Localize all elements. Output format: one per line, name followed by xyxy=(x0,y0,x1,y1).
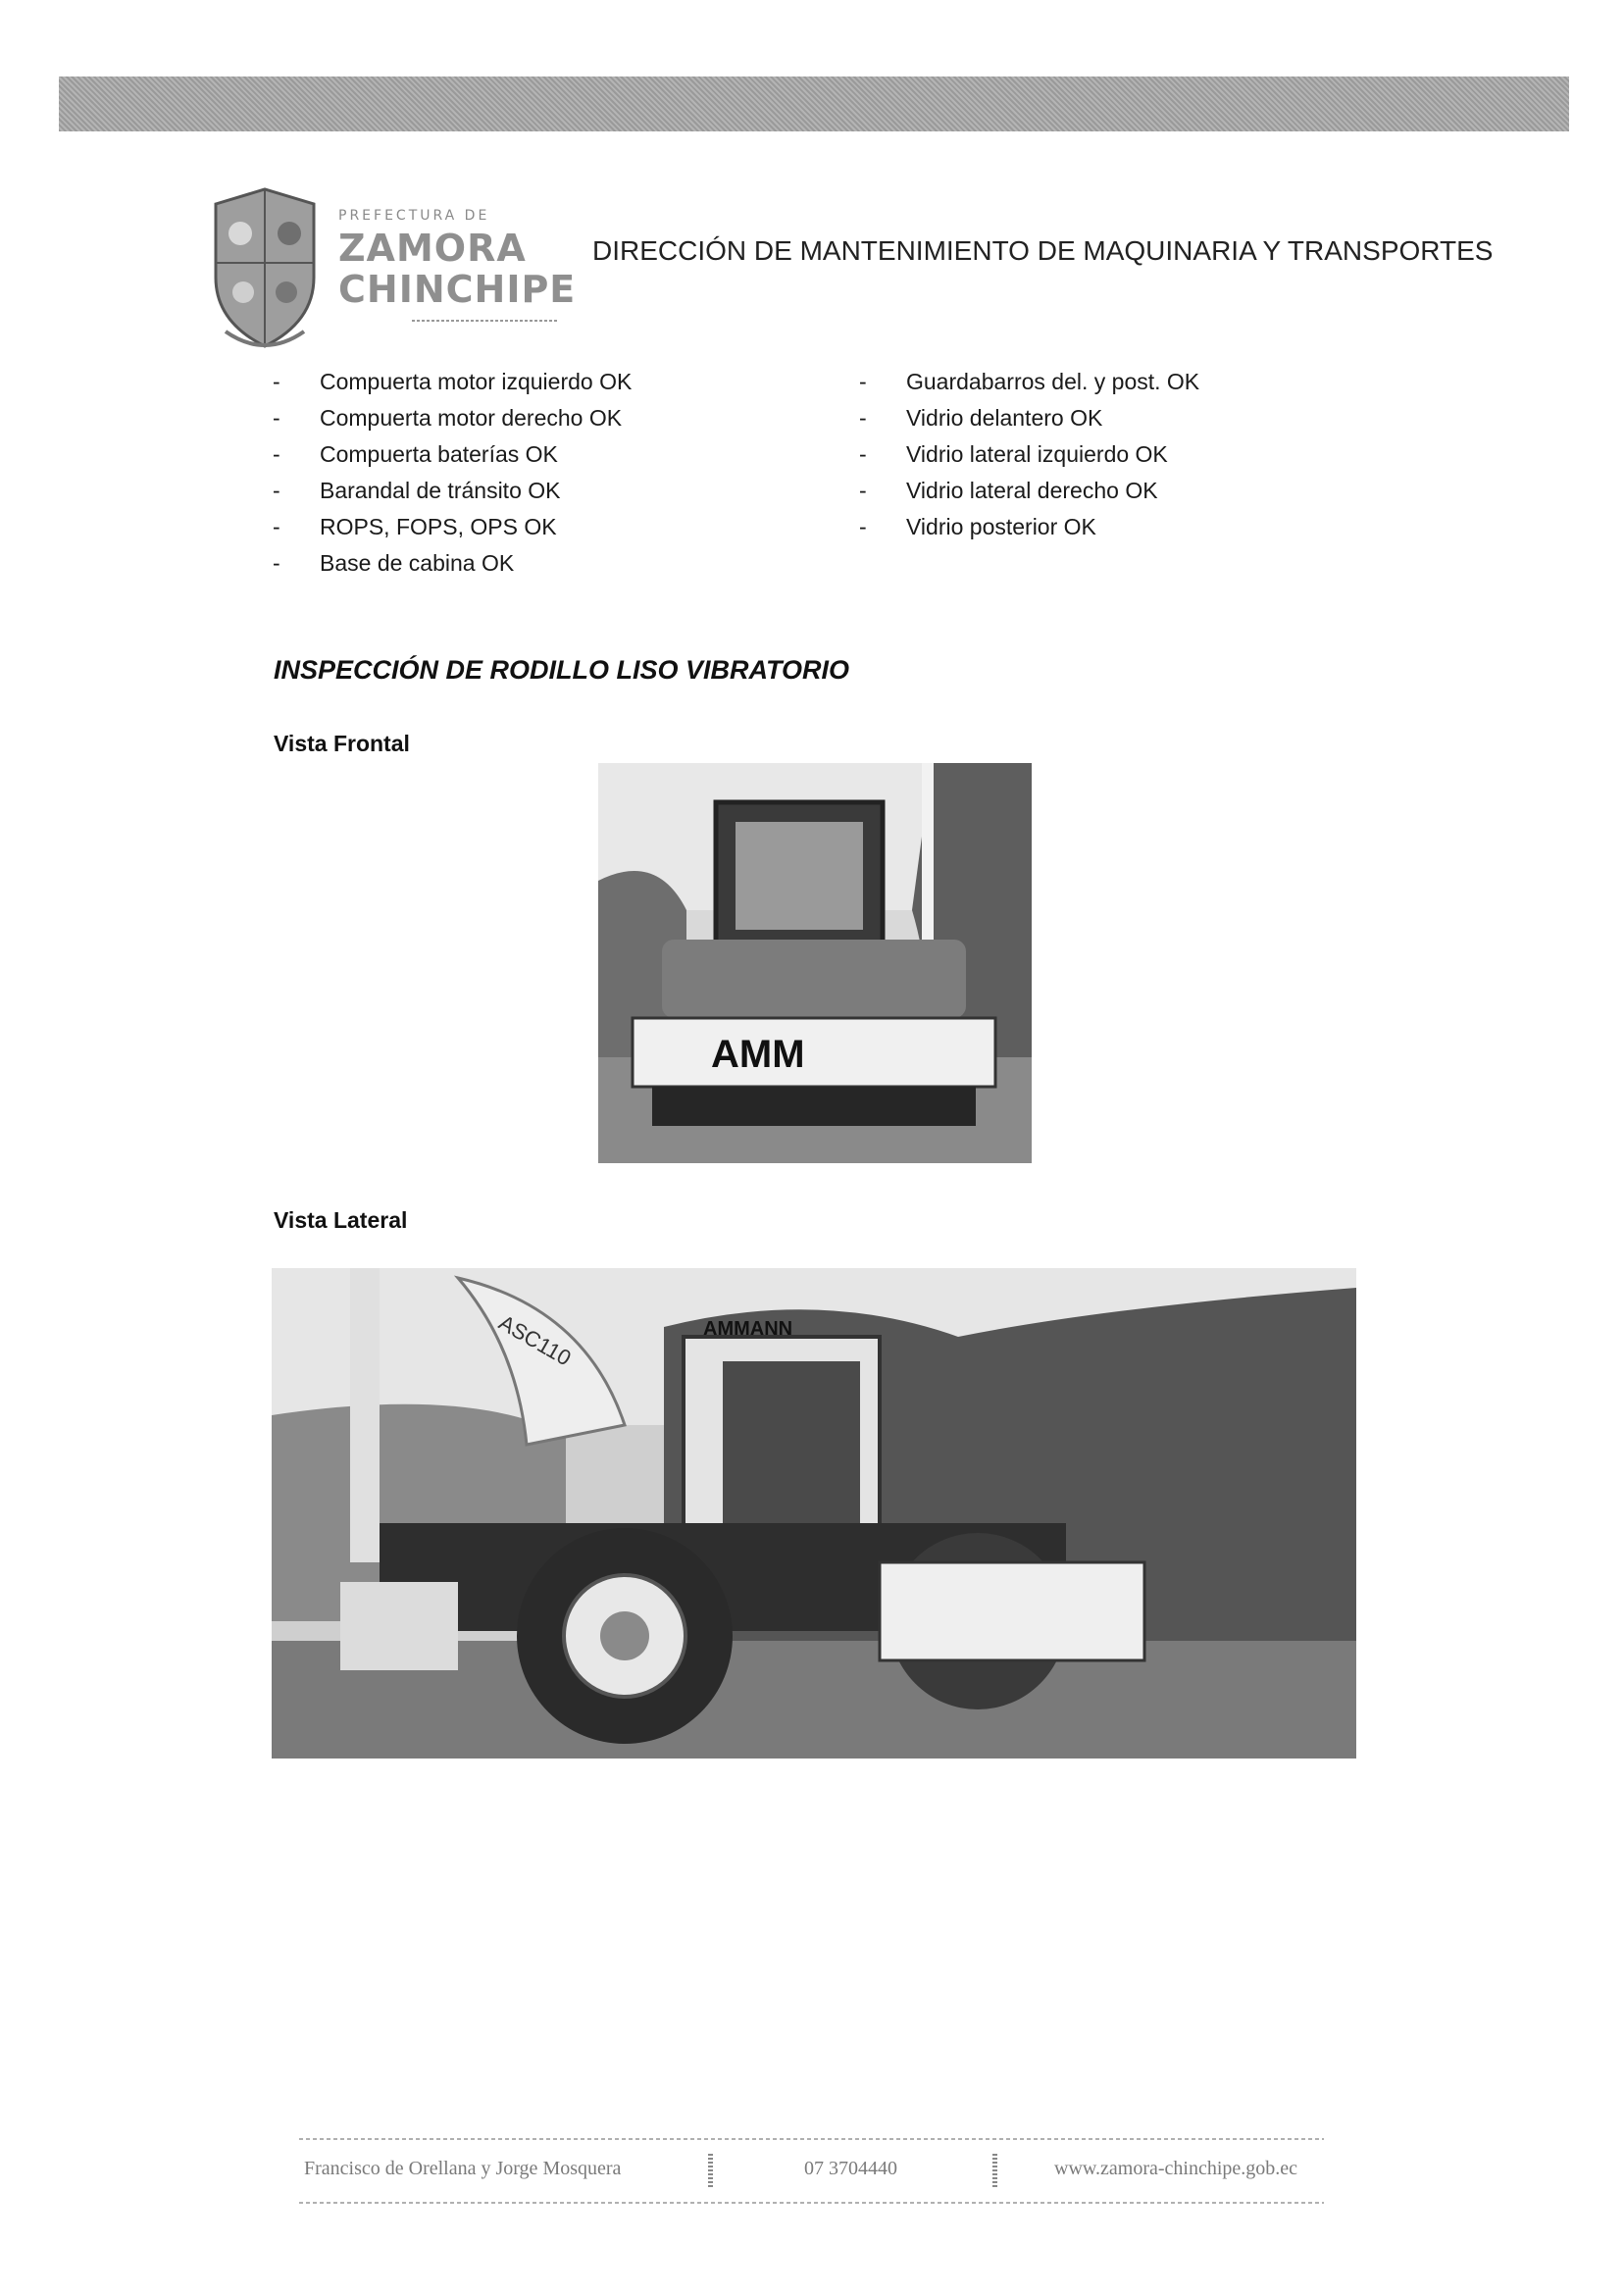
front-brand-mark: AMM xyxy=(711,1033,805,1076)
footer-phone: 07 3704440 xyxy=(804,2158,897,2179)
checklist-right xyxy=(859,364,1199,545)
side-model-mark: ASC110 xyxy=(494,1309,576,1371)
front-view-photo xyxy=(598,763,1032,1163)
list-item: - Vidrio delantero OK xyxy=(859,400,1199,436)
side-view-label: Vista Lateral xyxy=(274,1207,408,1233)
list-item: - Compuerta baterías OK xyxy=(273,436,632,473)
footer-rule-bottom xyxy=(299,2202,1324,2204)
coat-of-arms-icon xyxy=(206,184,324,356)
logo-name-line2: CHINCHIPE xyxy=(338,268,577,311)
side-brand-mark: AMMANN xyxy=(703,1318,793,1340)
header-band xyxy=(59,76,1569,131)
footer-rule-top xyxy=(299,2138,1324,2140)
footer-address: Francisco de Orellana y Jorge Mosquera xyxy=(304,2158,622,2179)
checklist-left xyxy=(273,364,632,582)
list-item: - Compuerta motor derecho OK xyxy=(273,400,632,436)
footer-separator xyxy=(708,2154,713,2187)
list-item: - Compuerta motor izquierdo OK xyxy=(273,364,632,400)
prefectura-logo xyxy=(206,184,577,356)
list-item: - Guardabarros del. y post. OK xyxy=(859,364,1199,400)
list-item: - Vidrio lateral derecho OK xyxy=(859,473,1199,509)
section-title: INSPECCIÓN DE RODILLO LISO VIBRATORIO xyxy=(274,655,850,685)
logo-prefix: PREFECTURA DE xyxy=(338,208,490,224)
department-title: DIRECCIÓN DE MANTENIMIENTO DE MAQUINARIA Y TRANSPORTES xyxy=(592,235,1494,266)
footer-separator xyxy=(992,2154,997,2187)
footer-website: www.zamora-chinchipe.gob.ec xyxy=(1054,2158,1298,2179)
list-item: - Vidrio lateral izquierdo OK xyxy=(859,436,1199,473)
list-item: - ROPS, FOPS, OPS OK xyxy=(273,509,632,545)
list-item: - Barandal de tránsito OK xyxy=(273,473,632,509)
front-view-label: Vista Frontal xyxy=(274,731,410,756)
list-item: - Vidrio posterior OK xyxy=(859,509,1199,545)
side-view-photo xyxy=(272,1268,1356,1759)
logo-name-line1: ZAMORA xyxy=(338,227,527,270)
list-item: - Base de cabina OK xyxy=(273,545,632,582)
logo-underline xyxy=(412,320,559,322)
